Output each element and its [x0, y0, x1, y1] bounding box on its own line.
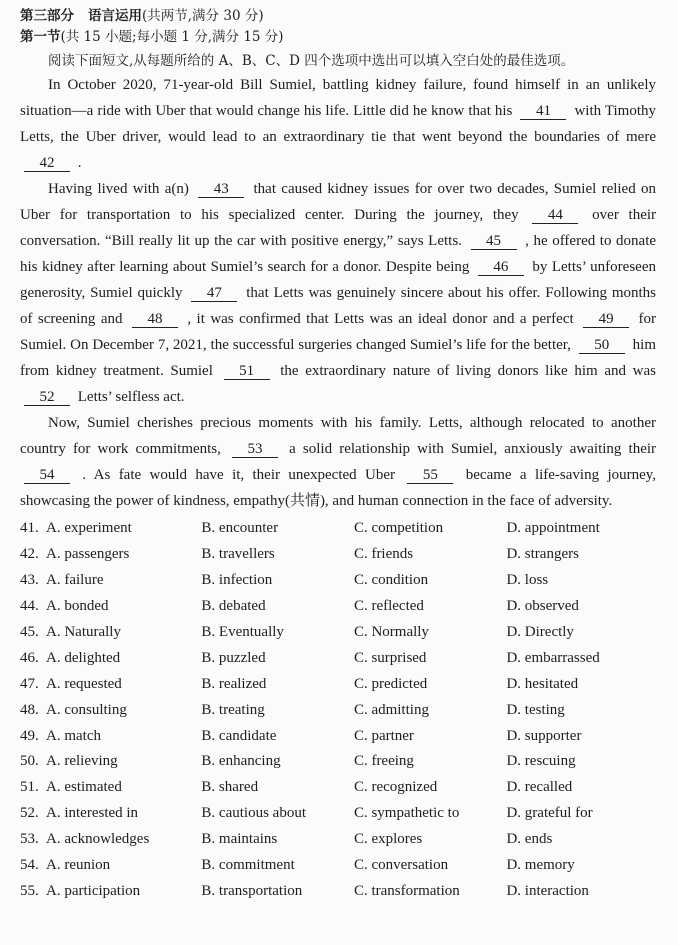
option-b: B. travellers: [201, 546, 275, 563]
option-a: A. passengers: [46, 546, 130, 563]
option-a: A. acknowledges: [46, 831, 150, 848]
option-d: D. hesitated: [506, 675, 579, 692]
question-row: [20, 775, 656, 801]
question-row: [20, 853, 656, 879]
option-b: B. realized: [201, 675, 267, 692]
option-a: A. reunion: [46, 857, 111, 874]
option-c: C. sympathetic to: [353, 805, 460, 822]
option-c: C. reflected: [353, 598, 424, 615]
option-b: B. Eventually: [201, 624, 284, 640]
option-c: C. condition: [353, 572, 429, 589]
question-cell: [20, 572, 201, 589]
blank-47: 47: [191, 285, 237, 302]
question-cell: [20, 520, 201, 537]
option-c: C. explores: [353, 831, 423, 848]
blank-49: 49: [583, 311, 629, 328]
question-row: [20, 697, 656, 723]
option-d: D. appointment: [506, 520, 600, 537]
option-d: D. ends: [506, 831, 553, 848]
option-a: A. consulting: [46, 701, 127, 718]
option-c: C. partner: [353, 727, 414, 744]
section-label: 第一节: [20, 29, 61, 45]
option-d: D. memory: [506, 857, 575, 874]
question-number: 49.: [20, 727, 39, 744]
passage-text: for Sumiel. On December 7, 2021, the successful surgeries changed Sumiel’s life for the better,: [20, 311, 657, 353]
option-b: B. encounter: [201, 520, 279, 537]
option-b: B. infection: [201, 572, 273, 589]
option-c: C. conversation: [353, 857, 449, 874]
question-cell: [20, 624, 201, 641]
passage-text: that caused kidney issues for over two decades, Sumiel relied on Uber for transportation to his specialized center. During the journey, they: [20, 181, 657, 223]
blank-53: 53: [232, 441, 278, 458]
option-d: D. Directly: [506, 624, 574, 640]
passage-text: Having lived with a(n): [48, 181, 189, 197]
question-row: [20, 568, 656, 594]
option-c: C. competition: [353, 520, 444, 537]
question-cell: [20, 883, 201, 900]
question-row: [20, 542, 656, 568]
question-cell: [20, 598, 201, 615]
question-number: 52.: [20, 805, 39, 822]
option-b: B. transportation: [201, 882, 303, 899]
part-label: 第三部分: [20, 8, 74, 24]
option-c: C. surprised: [353, 649, 427, 666]
option-b: B. commitment: [201, 857, 295, 874]
passage-text: Letts’ selfless act.: [77, 389, 185, 405]
option-c: C. freeing: [353, 753, 414, 770]
question-number: 41.: [20, 520, 39, 537]
option-a: A. match: [46, 727, 101, 744]
passage-text: In October 2020, 71-year-old Bill Sumiel, battling kidney failure, found himself in an unlikely situation—a ride with Uber that would change his life. Little did he know that his: [20, 77, 656, 119]
passage-text: by Letts’ unforeseen generosity, Sumiel quickly: [20, 259, 656, 301]
question-number: 45.: [20, 624, 39, 640]
passage-text: with Timothy Letts, the Uber driver, would lead to an extraordinary tie that went beyond the boundaries of mere: [20, 103, 657, 145]
passage-text: . As fate would have it, their unexpected Uber: [82, 467, 396, 483]
blank-54: 54: [24, 467, 70, 484]
question-row: [20, 516, 656, 542]
blank-44: 44: [532, 207, 578, 224]
blank-46: 46: [478, 259, 524, 276]
option-d: D. grateful for: [506, 805, 593, 822]
question-row: [20, 620, 656, 646]
question-cell: [20, 650, 201, 667]
blank-52: 52: [24, 389, 70, 406]
option-d: D. embarrassed: [506, 649, 600, 666]
passage-text: the extraordinary nature of living donors like him and was: [280, 363, 657, 379]
question-number: 51.: [20, 779, 39, 796]
question-row: [20, 671, 656, 697]
option-a: A. interested in: [46, 805, 139, 822]
blank-43: 43: [198, 181, 244, 198]
passage-text: a solid relationship with Sumiel, anxiously awaiting their: [289, 441, 657, 457]
question-cell: [20, 676, 201, 693]
blank-48: 48: [132, 311, 178, 328]
blank-45: 45: [471, 233, 517, 250]
question-cell: [20, 857, 201, 874]
question-row: [20, 645, 656, 671]
blank-50: 50: [579, 337, 625, 354]
question-number: 44.: [20, 598, 39, 615]
question-row: [20, 723, 656, 749]
blank-42: 42: [24, 155, 70, 172]
option-c: C. admitting: [353, 701, 429, 718]
passage-text: Now, Sumiel cherishes precious moments with his family. Letts, although relocated to another country for work commitments,: [20, 415, 656, 457]
part-heading: [20, 6, 656, 27]
option-a: A. delighted: [46, 649, 121, 666]
section-heading: [20, 27, 656, 48]
option-c: C. recognized: [353, 779, 438, 796]
passage-text: , he offered to donate his kidney after learning about Sumiel’s search for a donor. Despite being: [20, 233, 657, 275]
question-row: [20, 594, 656, 620]
passage-text: , it was confirmed that Letts was an ideal donor and a perfect: [187, 311, 574, 327]
option-b: B. maintains: [201, 831, 278, 848]
question-cell: [20, 831, 201, 848]
option-b: B. cautious about: [201, 805, 306, 822]
option-b: B. shared: [201, 779, 259, 796]
paragraph-1: [20, 72, 656, 176]
option-b: B. treating: [201, 701, 265, 718]
option-d: D. observed: [506, 598, 579, 615]
option-a: A. relieving: [46, 753, 118, 770]
question-number: 42.: [20, 546, 39, 563]
blank-55: 55: [407, 467, 453, 484]
question-number: 47.: [20, 675, 39, 692]
instructions: 阅读下面短文,从每题所给的 A、B、C、D 四个选项中选出可以填入空白处的最佳选项。: [48, 53, 575, 69]
question-number: 48.: [20, 701, 39, 718]
passage-text: over their conversation. “Bill really lit up the car with positive energy,” says Letts.: [20, 207, 657, 249]
option-d: D. rescuing: [506, 753, 576, 770]
option-b: B. candidate: [201, 727, 277, 744]
question-cell: [20, 805, 201, 822]
blank-41: 41: [520, 103, 566, 120]
option-b: B. debated: [201, 598, 266, 615]
option-a: A. failure: [46, 572, 104, 589]
paragraph-2: [20, 176, 656, 410]
question-number: 46.: [20, 649, 39, 666]
question-cell: [20, 546, 201, 563]
passage-text: became a life-saving journey, showcasing the power of kindness, empathy(共情), and human connection in the face of adversity.: [20, 467, 657, 509]
passage: [20, 72, 656, 514]
option-c: C. Normally: [353, 624, 429, 640]
option-b: B. puzzled: [201, 649, 266, 666]
question-cell: [20, 779, 201, 796]
question-number: 55.: [20, 882, 39, 899]
question-number: 54.: [20, 857, 39, 874]
option-d: D. supporter: [506, 727, 582, 744]
option-c: C. friends: [353, 546, 414, 563]
question-cell: [20, 702, 201, 719]
blank-51: 51: [224, 363, 270, 380]
passage-text: .: [77, 155, 82, 171]
question-cell: [20, 753, 201, 770]
paragraph-3: [20, 410, 656, 514]
question-number: 53.: [20, 831, 39, 848]
option-a: A. experiment: [46, 520, 132, 537]
option-a: A. Naturally: [46, 624, 121, 640]
option-b: B. enhancing: [201, 753, 281, 770]
passage-text: him from kidney treatment. Sumiel: [20, 337, 657, 379]
option-d: D. interaction: [506, 882, 589, 899]
question-row: [20, 827, 656, 853]
question-cell: [20, 728, 201, 745]
option-d: D. recalled: [506, 779, 573, 796]
option-d: D. loss: [506, 572, 549, 589]
option-a: A. estimated: [46, 779, 122, 796]
option-a: A. participation: [46, 882, 141, 899]
question-number: 50.: [20, 753, 39, 770]
part-note: (共两节,满分 30 分): [142, 8, 264, 24]
question-row: [20, 878, 656, 904]
option-c: C. transformation: [353, 882, 460, 899]
question-row: [20, 801, 656, 827]
passage-text: that Letts was genuinely sincere about his offer. Following months of screening and: [20, 285, 656, 327]
option-a: A. bonded: [46, 598, 109, 615]
question-number: 43.: [20, 572, 39, 589]
part-title: 语言运用: [88, 8, 142, 24]
option-a: A. requested: [46, 675, 122, 692]
question-row: [20, 749, 656, 775]
question-list: [20, 516, 656, 904]
option-d: D. testing: [506, 701, 565, 718]
option-c: C. predicted: [353, 675, 428, 692]
section-note: (共 15 小题;每小题 1 分,满分 15 分): [60, 29, 284, 45]
option-d: D. strangers: [506, 546, 579, 563]
